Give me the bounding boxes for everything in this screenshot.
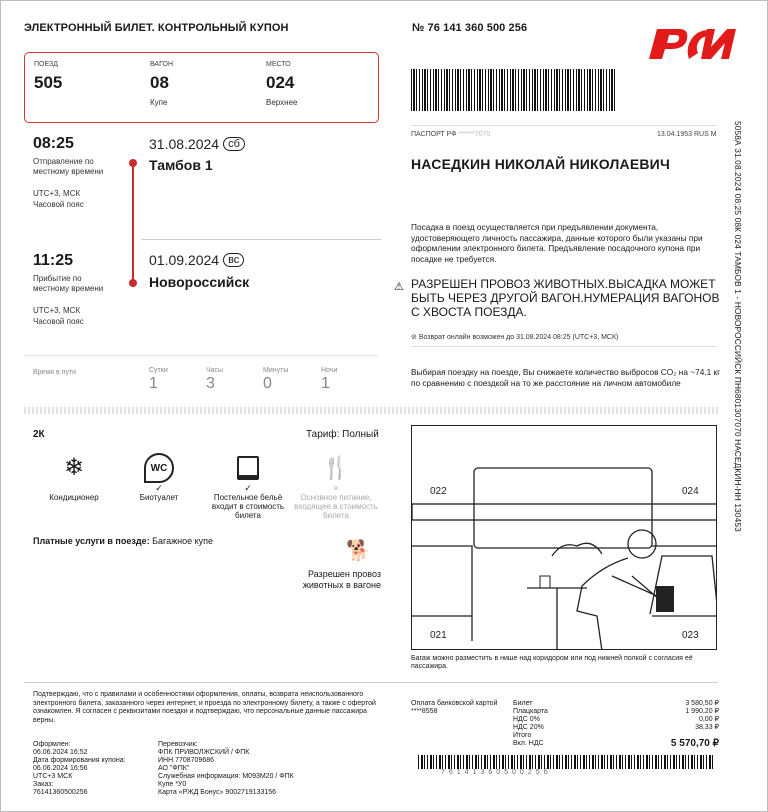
amenity-wc: WC ✓ Биотуалет [116,453,202,523]
carrier-info: Перевозчик: ФПК ПРИВОЛЖСКИЙ / ФПК ИНН 7708709686 АО "ФПК" Служебная информация: М093М20 / ФПК Купе *У0 Карта «РЖД Бонус» 9002719133156 [158,741,294,796]
warning-icon: ⚠ [394,281,404,293]
departure-tz: UTC+3, МСК [33,189,81,198]
footer-divider [24,682,718,683]
departure-date-row [149,136,245,152]
side-code-wrap [729,121,745,551]
price-breakdown: Билет 3 580,50 ₽ Плацкарта 1 990,20 ₽ НДС 0% 0,00 ₽ НДС 20% 38,33 ₽ Итого Вкл. НДС 5 570,70 ₽ [513,700,719,749]
arrival-tz-label: Часовой пояс [33,317,84,326]
amenity-label: Основное питание, входящее в стоимость билета [294,493,378,520]
compartment-caption: Багаж можно разместить в нише над коридором или под нижней полкой с согласия её пассажира. [411,655,693,670]
pet-icon: 🐕 [346,540,371,562]
snowflake-icon: ❄ [63,454,85,481]
seat-type: Верхнее [266,98,298,107]
travel-label: Время в пути [33,369,77,376]
train-label: ПОЕЗД [34,61,58,68]
paid-services-value: Багажное купе [152,536,213,546]
arrival-note: Прибытие по местному времени [33,274,104,293]
arrival-dot [129,279,137,287]
seat-021: 021 [430,630,447,641]
birth-info: 13.04.1953 RUS M [657,131,717,138]
passenger-name: НАСЕДКИН НИКОЛАЙ НИКОЛАЕВИЧ [411,156,670,172]
ticket-barcode [411,69,615,111]
arrival-dow: вс [223,253,244,267]
days-value: 1 [149,375,158,392]
car-type: Купе [150,98,168,107]
meal-icon: 🍴 [322,455,350,480]
amenity-label: Кондиционер [49,493,99,502]
nights-value: 1 [321,375,330,392]
order-number: 76141360500256 [33,789,88,796]
passport-label: ПАСПОРТ РФ ******7070 [411,131,491,138]
minutes-label: Минуты [263,367,289,374]
train-number: 505 [34,73,63,92]
ticket-number: № 76 141 360 500 256 [412,22,528,34]
amenity-label: Биотуалет [139,493,179,502]
divider-passenger [411,125,717,126]
boarding-note: Посадка в поезд осуществляется при предъявлении документа, удостоверяющего личность пассажира, данные которого были указаны при оформлении электронного билета. Предъявление посадочного купона при посадке не требуется. [411,222,703,264]
eco-note: Выбирая поездку на поезде, Вы снижаете количество выбросов CO₂ на ~74.1 кг по сравнению с поездкой на то же расстояние на личном автомобиле [411,367,721,388]
barcode-text: 7614136050025б [441,769,552,776]
departure-dot [129,159,137,167]
departure-note: Отправление по местному времени [33,157,104,176]
arrival-date: 01.09.2024 [149,252,220,268]
agreement-text: Подтверждаю, что с правилами и особенностями оформления, оплаты, возврата неиспользованного электронного билета, заказанного через интернет, и проезда по электронному билету, а также с офертой ознакомлен. Я согласен с реквизитами поездки и подтверждаю, что персональные данные пассажира верны. [33,691,376,724]
amenity-conditioner [31,453,117,523]
days-label: Сутки [149,367,168,374]
warning-text: РАЗРЕШЕН ПРОВОЗ ЖИВОТНЫХ.ВЫСАДКА МОЖЕТ БЫТЬ ЧЕРЕЗ ДРУГОЙ ВАГОН.НУМЕРАЦИЯ ВАГОНОВ С ХВОСТА ПОЕЗДА. [411,277,720,319]
hours-label: Часы [206,367,224,374]
minutes-value: 0 [263,375,272,392]
divider-travel [24,355,379,356]
amenity-bedding: ✓ Постельное бельё входит в стоимость билета [204,453,292,533]
total-price: 5 570,70 ₽ [670,738,719,749]
payment-method: Оплата банковской картой ****8558 [411,700,498,715]
tariff: Тариф: Полный [306,429,379,440]
no-entry-icon: ⊘ [411,334,419,341]
refund-note: ⊘ Возврат онлайн возможен до 31.08.2024 08:25 (UTC+3, МСК) [411,334,619,341]
departure-tz-label: Часовой пояс [33,200,84,209]
compartment-illustration [411,425,717,650]
service-class: 2К [33,429,45,440]
ticket-title: ЭЛЕКТРОННЫЙ БИЛЕТ. КОНТРОЛЬНЫЙ КУПОН [24,22,289,34]
seat-023: 023 [682,630,699,641]
car-label: ВАГОН [150,61,174,68]
paid-services: Платные услуги в поезде: Багажное купе [33,536,213,546]
departure-date: 31.08.2024 [149,136,220,152]
section-separator [24,407,718,414]
seat-number: 024 [266,73,295,92]
rzd-logo [641,19,741,65]
route-line [132,163,134,283]
wc-icon: WC [144,453,174,483]
amenity-label: Постельное бельё входит в стоимость билета [211,493,285,520]
departure-dow: сб [223,137,245,151]
bottom-barcode [418,755,715,769]
pets-allowed: Разрешен провоз животных в вагоне [302,569,381,590]
arrival-date-row [149,252,244,268]
order-info: Оформлен: 06.06.2024 16:52 Дата формирования купона: 06.06.2024 16:56 UTC+3 МСК Заказ: 76141360500256 [33,741,143,797]
logo-text: РЖД [641,19,644,20]
seat-024: 024 [682,486,699,497]
divider-eco [411,346,717,347]
departure-station: Тамбов 1 [149,157,213,173]
amenity-meal: 🍴 × Основное питание, входящее в стоимость билета [292,453,380,533]
bedding-icon [237,456,259,480]
compartment-drawing [412,426,717,650]
seat-022: 022 [430,486,447,497]
seat-label: МЕСТО [266,61,291,68]
passport-number: ******7070 [458,131,491,138]
trip-box [24,52,379,123]
car-number: 08 [150,73,169,92]
nights-label: Ночи [321,367,338,374]
side-code: 5058А 31.08.2024 08:25 08К 024 ТАМБОВ 1 - НОВОРОССИЙСК ПН6801307070 НАСЕДКИН-НН 130453 [733,121,743,532]
hours-value: 3 [206,375,215,392]
arrival-tz: UTC+3, МСК [33,306,81,315]
departure-time: 08:25 [33,135,74,152]
arrival-station: Новороссийск [149,274,250,290]
arrival-time: 11:25 [33,252,74,269]
divider-stations [141,239,381,240]
